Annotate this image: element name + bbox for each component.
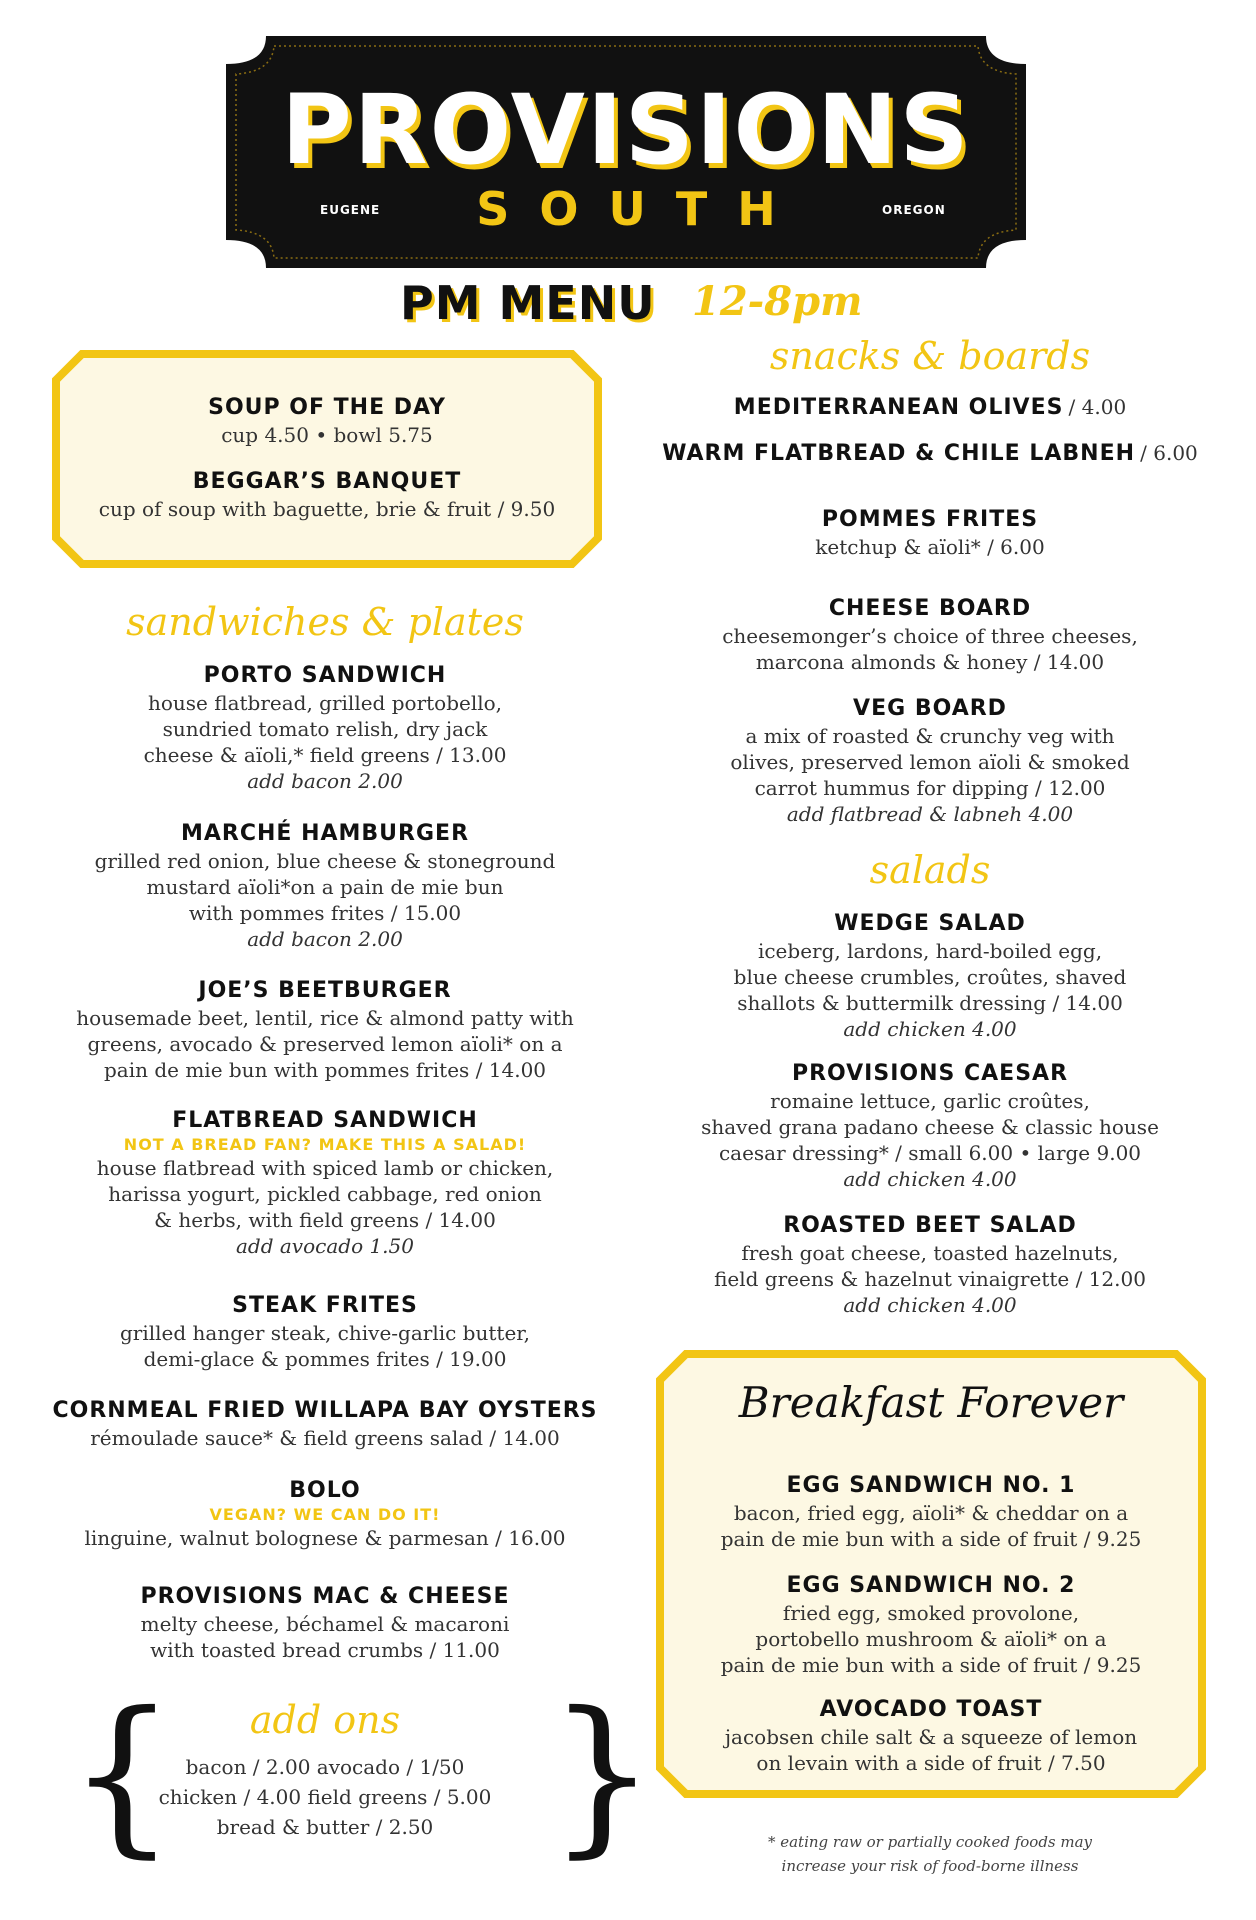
item-desc: grilled hanger steak, chive-garlic butter, — [119, 1320, 530, 1345]
item-title: PROVISIONS MAC & CHEESE — [140, 1584, 510, 1609]
item-title: VEG BOARD — [853, 696, 1007, 721]
item-desc: linguine, walnut bolognese & parmesan / 16.00 — [84, 1526, 566, 1551]
addons-line: bread & butter / 2.50 — [216, 1815, 434, 1839]
item-desc: demi-glace & pommes frites / 19.00 — [143, 1346, 507, 1371]
item-addon: add bacon 2.00 — [247, 926, 403, 951]
item-title: BOLO — [289, 1478, 361, 1503]
footnote-line: increase your risk of food-borne illness — [781, 1857, 1079, 1875]
bolo — [30, 1477, 620, 1551]
item-desc: field greens & hazelnut vinaigrette / 12.00 — [714, 1266, 1146, 1291]
item-desc: mustard aïoli*on a pain de mie bun — [146, 874, 504, 899]
breakfast-box — [656, 1350, 1206, 1798]
cheese-board — [640, 595, 1220, 675]
item-desc: house flatbread with spiced lamb or chicken, — [96, 1156, 554, 1181]
item-desc: jacobsen chile salt & a squeeze of lemon — [724, 1724, 1138, 1749]
item-title: WEDGE SALAD — [834, 911, 1026, 936]
menu-title: PM MENU — [400, 276, 656, 330]
footnote-line: * eating raw or partially cooked foods may — [767, 1833, 1093, 1851]
item-desc: fried egg, smoked provolone, — [782, 1600, 1080, 1625]
banquet-title: BEGGAR’S BANQUET — [192, 469, 462, 494]
item-desc: romaine lettuce, garlic croûtes, — [770, 1088, 1090, 1113]
item-desc: olives, preserved lemon aïoli & smoked — [730, 749, 1130, 774]
item-desc: harissa yogurt, pickled cabbage, red onion — [108, 1182, 542, 1207]
wedge-salad — [640, 910, 1220, 1042]
item-title: ROASTED BEET SALAD — [783, 1213, 1077, 1238]
porto-sandwich — [30, 662, 620, 794]
item-desc: housemade beet, lentil, rice & almond patty with — [76, 1005, 574, 1030]
item-title: FLATBREAD SANDWICH — [172, 1108, 478, 1133]
provisions-caesar — [640, 1060, 1220, 1192]
item-price: / 6.00 — [1140, 441, 1198, 465]
pommes-frites — [640, 506, 1220, 560]
item-title: CORNMEAL FRIED WILLAPA BAY OYSTERS — [52, 1398, 598, 1423]
addons-list — [110, 1752, 540, 1842]
right-brace-icon: } — [548, 1676, 657, 1874]
item-note: NOT A BREAD FAN? MAKE THIS A SALAD! — [123, 1134, 527, 1154]
beggars-banquet — [52, 468, 602, 522]
item-title: PORTO SANDWICH — [203, 663, 447, 688]
item-desc: with pommes frites / 15.00 — [188, 900, 462, 925]
item-title: MARCHÉ HAMBURGER — [180, 821, 470, 846]
item-title: POMMES FRITES — [821, 507, 1039, 532]
avocado-toast — [656, 1696, 1206, 1776]
roasted-beet-salad — [640, 1212, 1220, 1318]
menu-hours: 12-8pm — [692, 278, 863, 325]
item-desc: iceberg, lardons, hard-boiled egg, — [757, 938, 1103, 963]
item-title: MEDITERRANEAN OLIVES — [733, 395, 1064, 420]
warm-flatbread — [640, 440, 1220, 468]
item-desc: greens, avocado & preserved lemon aïoli* on a — [87, 1031, 563, 1056]
item-desc: sundried tomato relish, dry jack — [162, 716, 488, 741]
item-desc: rémoulade sauce* & field greens salad / 14.00 — [90, 1425, 560, 1450]
item-desc: melty cheese, béchamel & macaroni — [140, 1611, 510, 1636]
soup-price: cup 4.50 • bowl 5.75 — [221, 422, 433, 447]
flatbread-sandwich — [30, 1107, 620, 1259]
item-desc: house flatbread, grilled portobello, — [147, 690, 503, 715]
item-desc: portobello mushroom & aïoli* on a — [755, 1626, 1107, 1651]
item-title: STEAK FRITES — [232, 1293, 418, 1318]
brand-sign — [226, 36, 1026, 268]
addons-line: bacon / 2.00 avocado / 1/50 — [185, 1755, 465, 1779]
item-addon: add chicken 4.00 — [843, 1016, 1017, 1041]
state-label: OREGON — [882, 203, 946, 217]
item-desc: & herbs, with field greens / 14.00 — [154, 1208, 496, 1233]
item-note: VEGAN? WE CAN DO IT! — [209, 1504, 441, 1524]
item-desc: caesar dressing* / small 6.00 • large 9.00 — [718, 1140, 1142, 1165]
item-addon: add bacon 2.00 — [247, 768, 403, 793]
item-desc: carrot hummus for dipping / 12.00 — [754, 775, 1106, 800]
item-addon: add chicken 4.00 — [843, 1292, 1017, 1317]
item-price: / 4.00 — [1068, 395, 1127, 419]
item-desc: pain de mie bun with a side of fruit / 9.25 — [720, 1652, 1142, 1677]
mediterranean-olives — [640, 394, 1220, 422]
soup-title: SOUP OF THE DAY — [208, 395, 446, 420]
oysters — [20, 1397, 630, 1451]
item-desc: bacon, fried egg, aïoli* & cheddar on a — [733, 1500, 1129, 1525]
veg-board — [640, 695, 1220, 827]
soup-of-the-day — [52, 394, 602, 448]
item-title: CHEESE BOARD — [828, 596, 1032, 621]
item-desc: pain de mie bun with pommes frites / 14.00 — [103, 1057, 547, 1082]
item-desc: a mix of roasted & crunchy veg with — [745, 723, 1115, 748]
mac-and-cheese — [30, 1583, 620, 1663]
snacks-heading: snacks & boards — [769, 334, 1091, 378]
footnote — [740, 1830, 1120, 1878]
item-desc: shaved grana padano cheese & classic house — [701, 1114, 1159, 1139]
item-title: PROVISIONS CAESAR — [791, 1061, 1069, 1086]
brand-name: PROVISIONS — [281, 74, 971, 186]
item-desc: on levain with a side of fruit / 7.50 — [756, 1750, 1106, 1775]
item-desc: fresh goat cheese, toasted hazelnuts, — [741, 1240, 1119, 1265]
soup-box — [52, 350, 602, 568]
item-title: EGG SANDWICH NO. 1 — [786, 1473, 1076, 1498]
item-desc: marcona almonds & honey / 14.00 — [755, 649, 1105, 674]
city-label: EUGENE — [320, 203, 381, 217]
marche-hamburger — [30, 820, 620, 952]
item-title: AVOCADO TOAST — [819, 1697, 1043, 1722]
sandwiches-heading: sandwiches & plates — [126, 600, 524, 644]
item-desc: pain de mie bun with a side of fruit / 9.25 — [720, 1526, 1142, 1551]
left-brace-icon: { — [68, 1676, 177, 1874]
item-addon: add avocado 1.50 — [235, 1234, 414, 1259]
item-title: JOE’S BEETBURGER — [198, 978, 452, 1003]
item-title: WARM FLATBREAD & CHILE LABNEH — [662, 441, 1136, 466]
item-desc: blue cheese crumbles, croûtes, shaved — [733, 964, 1127, 989]
joes-beetburger — [30, 977, 620, 1083]
item-desc: ketchup & aïoli* / 6.00 — [815, 534, 1045, 559]
item-addon: add flatbread & labneh 4.00 — [786, 801, 1074, 826]
soup-box-frame — [52, 350, 602, 568]
breakfast-heading: Breakfast Forever — [738, 1378, 1124, 1427]
banquet-desc: cup of soup with baguette, brie & fruit / 9.50 — [98, 496, 556, 521]
item-desc: shallots & buttermilk dressing / 14.00 — [737, 990, 1123, 1015]
addons-line: chicken / 4.00 field greens / 5.00 — [158, 1785, 492, 1809]
item-desc: cheesemonger’s choice of three cheeses, — [722, 623, 1138, 648]
brand-subtitle: SOUTH — [476, 182, 806, 236]
item-desc: grilled red onion, blue cheese & stoneground — [94, 848, 556, 873]
steak-frites — [30, 1292, 620, 1372]
item-desc: with toasted bread crumbs / 11.00 — [150, 1637, 500, 1662]
item-title: EGG SANDWICH NO. 2 — [786, 1573, 1076, 1598]
egg-sandwich-2 — [656, 1572, 1206, 1678]
item-desc: cheese & aïoli,* field greens / 13.00 — [143, 742, 507, 767]
addons-heading: add ons — [249, 1698, 401, 1742]
item-addon: add chicken 4.00 — [843, 1166, 1017, 1191]
egg-sandwich-1 — [656, 1472, 1206, 1552]
salads-heading: salads — [869, 848, 991, 892]
